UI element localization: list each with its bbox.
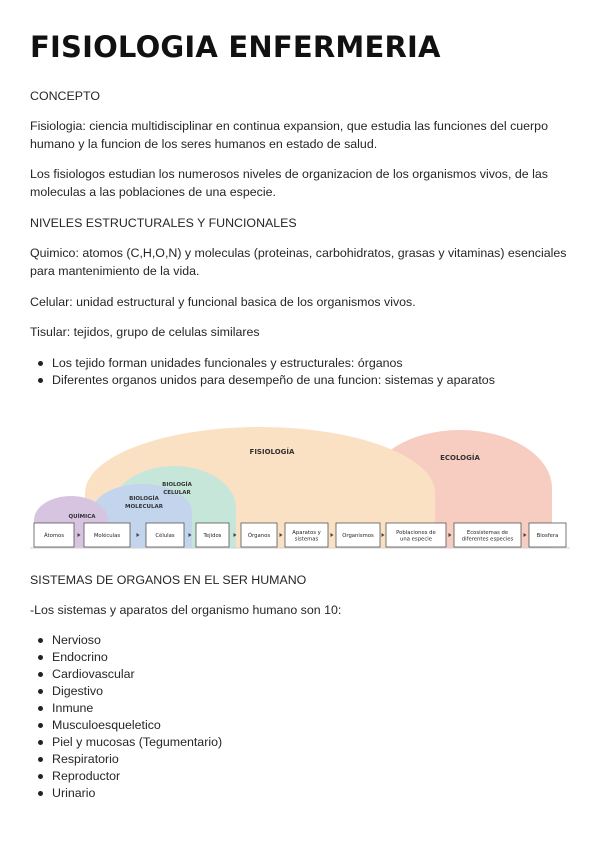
level-box bbox=[454, 523, 521, 547]
level-label: Organismos bbox=[342, 533, 374, 539]
list-item: Endocrino bbox=[30, 649, 222, 666]
ecologia-label: ECOLOGÍA bbox=[440, 454, 480, 462]
levels-heading: NIVELES ESTRUCTURALES Y FUNCIONALES bbox=[30, 216, 297, 230]
level-box bbox=[386, 523, 446, 547]
tissue-points-list bbox=[30, 355, 495, 389]
level-box bbox=[529, 523, 566, 547]
list-item: Cardiovascular bbox=[30, 666, 222, 683]
chemical-level-paragraph: Quimico: atomos (C,H,O,N) y moleculas (proteinas, carbohidratos, grasas y vitaminas) esenciales para mantenimiento de la vida. bbox=[30, 246, 567, 278]
level-box bbox=[285, 523, 328, 547]
list-item: Diferentes organos unidos para desempeño de una funcion: sistemas y aparatos bbox=[30, 372, 495, 389]
list-item: Nervioso bbox=[30, 632, 222, 649]
level-box bbox=[241, 523, 277, 547]
level-label: Aparatos y sistemas bbox=[292, 530, 321, 543]
level-label: Tejidos bbox=[203, 533, 222, 539]
systems-list bbox=[30, 632, 222, 802]
concept-heading: CONCEPTO bbox=[30, 89, 100, 103]
level-box bbox=[146, 523, 184, 547]
level-label: Poblaciones de una especie bbox=[396, 530, 436, 543]
tissue-level-paragraph: Tisular: tejidos, grupo de celulas similares bbox=[30, 325, 260, 339]
level-box bbox=[84, 523, 130, 547]
physiologists-paragraph: Los fisiologos estudian los numerosos niveles de organizacion de los organismos vivos, de las moleculas a las poblaciones de una especie. bbox=[30, 167, 548, 199]
level-label: Órganos bbox=[247, 533, 271, 539]
level-box bbox=[34, 523, 74, 547]
list-item: Piel y mucosas (Tegumentario) bbox=[30, 734, 222, 751]
level-box bbox=[336, 523, 380, 547]
level-label: Ecosistemas de diferentes especies bbox=[461, 530, 514, 543]
list-item: Reproductor bbox=[30, 768, 222, 785]
definition-paragraph: Fisiologia: ciencia multidisciplinar en continua expansion, que estudia las funciones del cuerpo humano y la funcion de los seres humanos en estado de salud. bbox=[30, 119, 548, 151]
biologia-celular-label: BIOLOGÍA CELULAR bbox=[162, 482, 192, 496]
list-item: Digestivo bbox=[30, 683, 222, 700]
systems-intro: -Los sistemas y aparatos del organismo humano son 10: bbox=[30, 603, 342, 617]
level-label: Biosfera bbox=[536, 533, 559, 539]
list-item: Respiratorio bbox=[30, 751, 222, 768]
cellular-level-paragraph: Celular: unidad estructural y funcional basica de los organismos vivos. bbox=[30, 295, 416, 309]
list-item: Inmune bbox=[30, 700, 222, 717]
page-title: FISIOLOGIA ENFERMERIA bbox=[30, 30, 441, 64]
level-label: Moléculas bbox=[93, 533, 121, 539]
level-box bbox=[196, 523, 229, 547]
list-item: Los tejido forman unidades funcionales y estructurales: órganos bbox=[30, 355, 495, 372]
list-item: Urinario bbox=[30, 785, 222, 802]
biologia-molecular-label: BIOLOGÍA MOLECULAR bbox=[125, 496, 163, 510]
level-label: Células bbox=[155, 533, 175, 539]
level-label: Átomos bbox=[43, 533, 65, 539]
list-item: Musculoesqueletico bbox=[30, 717, 222, 734]
systems-heading: SISTEMAS DE ORGANOS EN EL SER HUMANO bbox=[30, 573, 307, 587]
quimica-label: QUÍMICA bbox=[68, 514, 96, 520]
level-row bbox=[34, 523, 566, 547]
organization-levels-diagram bbox=[30, 408, 570, 554]
fisiologia-label: FISIOLOGÍA bbox=[249, 448, 295, 456]
